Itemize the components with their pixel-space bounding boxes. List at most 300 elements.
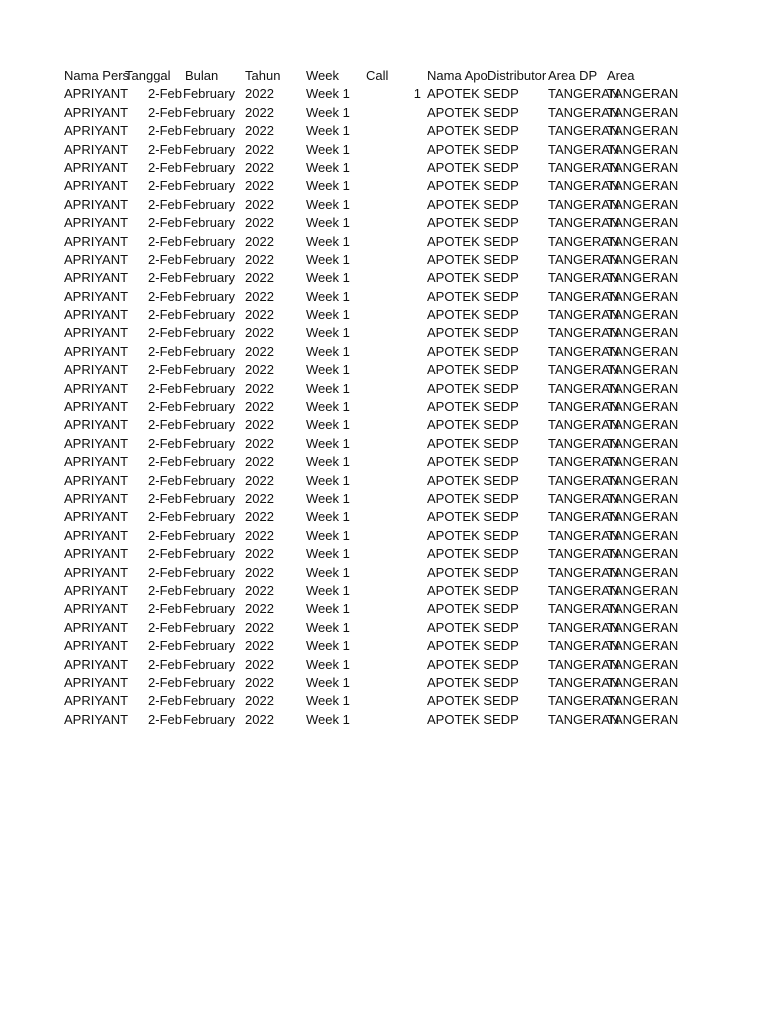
cell-tahun: 2022 [245,141,274,157]
table-row [0,104,768,122]
cell-bulan: February [183,178,236,194]
cell-bulan: February [183,454,236,470]
cell-week: Week 1 [306,104,350,120]
cell-area-dp: TANGERAN [548,251,620,267]
cell-call [366,361,421,379]
cell-tanggal: 2-Feb [148,638,182,654]
cell-nama-pers: APRIYANT [64,693,129,709]
cell-tanggal: 2-Feb [148,215,182,231]
cell-tahun: 2022 [245,435,274,451]
cell-distributor [487,288,548,306]
cell-distributor [487,196,548,214]
cell-call [366,527,421,545]
cell-area-dp: TANGERAN [548,141,620,157]
table-row [0,380,768,398]
cell-call [366,619,421,637]
cell-week: Week 1 [306,582,350,598]
cell-call: 1 [413,86,421,102]
cell-distributor [487,251,548,269]
cell-distributor [487,159,548,177]
cell-area-dp: TANGERAN [548,693,620,709]
cell-week: Week 1 [306,693,350,709]
cell-distributor [487,122,548,140]
cell-call [366,306,421,324]
cell-area: TANGERAN [607,435,679,451]
cell-tanggal: 2-Feb [148,546,182,562]
header-nama-pers: Nama Pers [64,68,130,83]
table-row [0,527,768,545]
cell-area: TANGERAN [607,527,679,543]
table-row [0,343,768,361]
cell-tanggal: 2-Feb [148,564,182,580]
cell-area: TANGERAN [607,343,679,359]
cell-nama-apotek: APOTEK SEDP [427,582,519,598]
cell-bulan: February [183,509,236,525]
cell-call [366,177,421,195]
header-row [0,67,768,85]
cell-bulan: February [183,564,236,580]
cell-nama-pers: APRIYANT [64,454,129,470]
cell-call [366,343,421,361]
cell-distributor [487,361,548,379]
cell-week: Week 1 [306,490,350,506]
cell-bulan: February [183,638,236,654]
cell-call [366,233,421,251]
cell-tahun: 2022 [245,343,274,359]
cell-area: TANGERAN [607,141,679,157]
cell-nama-pers: APRIYANT [64,619,129,635]
cell-area: TANGERAN [607,711,679,727]
cell-tanggal: 2-Feb [148,343,182,359]
cell-bulan: February [183,233,236,249]
cell-call [366,582,421,600]
cell-tahun: 2022 [245,711,274,727]
table-row [0,711,768,729]
cell-tanggal: 2-Feb [148,123,182,139]
cell-bulan: February [183,251,236,267]
cell-tahun: 2022 [245,674,274,690]
cell-nama-apotek: APOTEK SEDP [427,196,519,212]
cell-area-dp: TANGERAN [548,509,620,525]
table-row [0,324,768,342]
cell-nama-apotek: APOTEK SEDP [427,307,519,323]
cell-week: Week 1 [306,435,350,451]
cell-tanggal: 2-Feb [148,86,182,102]
cell-tanggal: 2-Feb [148,582,182,598]
cell-call [366,435,421,453]
table-row [0,453,768,471]
cell-area-dp: TANGERAN [548,711,620,727]
cell-distributor [487,692,548,710]
cell-area-dp: TANGERAN [548,638,620,654]
cell-bulan: February [183,362,236,378]
header-area: Area [607,68,635,83]
cell-week: Week 1 [306,380,350,396]
cell-week: Week 1 [306,159,350,175]
cell-nama-apotek: APOTEK SEDP [427,619,519,635]
cell-nama-pers: APRIYANT [64,362,129,378]
cell-nama-pers: APRIYANT [64,196,129,212]
cell-call [366,453,421,471]
cell-week: Week 1 [306,178,350,194]
cell-tahun: 2022 [245,454,274,470]
cell-week: Week 1 [306,638,350,654]
cell-tahun: 2022 [245,307,274,323]
cell-call [366,637,421,655]
cell-distributor [487,269,548,287]
cell-bulan: February [183,325,236,341]
cell-nama-pers: APRIYANT [64,123,129,139]
cell-nama-pers: APRIYANT [64,325,129,341]
cell-nama-pers: APRIYANT [64,711,129,727]
table-row [0,435,768,453]
cell-week: Week 1 [306,233,350,249]
cell-area-dp: TANGERAN [548,288,620,304]
cell-area: TANGERAN [607,288,679,304]
cell-week: Week 1 [306,509,350,525]
table-row [0,600,768,618]
cell-area-dp: TANGERAN [548,546,620,562]
cell-nama-apotek: APOTEK SEDP [427,546,519,562]
cell-tanggal: 2-Feb [148,509,182,525]
cell-area-dp: TANGERAN [548,472,620,488]
cell-bulan: February [183,693,236,709]
cell-nama-apotek: APOTEK SEDP [427,527,519,543]
cell-tahun: 2022 [245,693,274,709]
cell-bulan: February [183,215,236,231]
cell-nama-pers: APRIYANT [64,546,129,562]
cell-nama-pers: APRIYANT [64,490,129,506]
cell-area: TANGERAN [607,251,679,267]
cell-distributor [487,490,548,508]
cell-week: Week 1 [306,674,350,690]
cell-area-dp: TANGERAN [548,582,620,598]
cell-nama-apotek: APOTEK SEDP [427,270,519,286]
cell-area: TANGERAN [607,325,679,341]
table-row [0,233,768,251]
cell-tahun: 2022 [245,582,274,598]
cell-bulan: February [183,656,236,672]
cell-week: Week 1 [306,141,350,157]
cell-nama-pers: APRIYANT [64,178,129,194]
cell-area: TANGERAN [607,619,679,635]
cell-tanggal: 2-Feb [148,454,182,470]
cell-nama-apotek: APOTEK SEDP [427,564,519,580]
cell-nama-apotek: APOTEK SEDP [427,674,519,690]
cell-week: Week 1 [306,417,350,433]
cell-tanggal: 2-Feb [148,472,182,488]
header-bulan: Bulan [185,68,219,83]
cell-call [366,564,421,582]
cell-nama-apotek: APOTEK SEDP [427,399,519,415]
cell-bulan: February [183,711,236,727]
cell-tahun: 2022 [245,417,274,433]
header-nama-apotek: Nama Apo [427,68,488,83]
cell-tahun: 2022 [245,472,274,488]
cell-call [366,545,421,563]
cell-nama-apotek: APOTEK SEDP [427,362,519,378]
table-row [0,490,768,508]
cell-area: TANGERAN [607,399,679,415]
cell-bulan: February [183,619,236,635]
cell-area-dp: TANGERAN [548,564,620,580]
cell-tanggal: 2-Feb [148,527,182,543]
cell-distributor [487,324,548,342]
cell-week: Week 1 [306,86,350,102]
cell-nama-pers: APRIYANT [64,307,129,323]
cell-area: TANGERAN [607,215,679,231]
table-row [0,214,768,232]
cell-call [366,141,421,159]
cell-area: TANGERAN [607,582,679,598]
cell-nama-pers: APRIYANT [64,104,129,120]
cell-nama-apotek: APOTEK SEDP [427,380,519,396]
cell-bulan: February [183,674,236,690]
cell-week: Week 1 [306,362,350,378]
cell-nama-pers: APRIYANT [64,656,129,672]
cell-bulan: February [183,343,236,359]
cell-tahun: 2022 [245,380,274,396]
cell-nama-apotek: APOTEK SEDP [427,490,519,506]
cell-week: Week 1 [306,527,350,543]
cell-tahun: 2022 [245,399,274,415]
cell-area: TANGERAN [607,472,679,488]
cell-call [366,288,421,306]
cell-nama-pers: APRIYANT [64,215,129,231]
cell-bulan: February [183,582,236,598]
cell-call [366,490,421,508]
cell-nama-apotek: APOTEK SEDP [427,233,519,249]
cell-nama-pers: APRIYANT [64,601,129,617]
cell-call [366,380,421,398]
cell-area: TANGERAN [607,159,679,175]
table-row [0,582,768,600]
cell-tahun: 2022 [245,178,274,194]
cell-call [366,269,421,287]
cell-nama-apotek: APOTEK SEDP [427,215,519,231]
cell-tanggal: 2-Feb [148,601,182,617]
cell-tanggal: 2-Feb [148,141,182,157]
cell-nama-apotek: APOTEK SEDP [427,325,519,341]
cell-bulan: February [183,141,236,157]
cell-distributor [487,214,548,232]
cell-area-dp: TANGERAN [548,159,620,175]
cell-bulan: February [183,546,236,562]
cell-tahun: 2022 [245,104,274,120]
cell-tahun: 2022 [245,270,274,286]
cell-nama-apotek: APOTEK SEDP [427,472,519,488]
cell-nama-apotek: APOTEK SEDP [427,435,519,451]
cell-call [366,196,421,214]
cell-tanggal: 2-Feb [148,270,182,286]
cell-area: TANGERAN [607,86,679,102]
cell-area-dp: TANGERAN [548,270,620,286]
table-row [0,361,768,379]
cell-nama-pers: APRIYANT [64,638,129,654]
cell-area: TANGERAN [607,490,679,506]
cell-distributor [487,416,548,434]
cell-tahun: 2022 [245,546,274,562]
cell-week: Week 1 [306,454,350,470]
table-row [0,177,768,195]
table-row [0,306,768,324]
cell-tanggal: 2-Feb [148,619,182,635]
cell-distributor [487,674,548,692]
cell-nama-pers: APRIYANT [64,159,129,175]
cell-tahun: 2022 [245,86,274,102]
cell-call [366,711,421,729]
cell-week: Week 1 [306,307,350,323]
cell-nama-pers: APRIYANT [64,564,129,580]
cell-area: TANGERAN [607,362,679,378]
cell-bulan: February [183,123,236,139]
cell-tanggal: 2-Feb [148,656,182,672]
cell-area: TANGERAN [607,123,679,139]
cell-tanggal: 2-Feb [148,380,182,396]
cell-week: Week 1 [306,472,350,488]
cell-area-dp: TANGERAN [548,343,620,359]
cell-area: TANGERAN [607,454,679,470]
cell-week: Week 1 [306,601,350,617]
cell-nama-pers: APRIYANT [64,674,129,690]
cell-area-dp: TANGERAN [548,656,620,672]
cell-nama-pers: APRIYANT [64,343,129,359]
cell-area-dp: TANGERAN [548,178,620,194]
header-call: Call [366,68,389,83]
cell-distributor [487,233,548,251]
table-row [0,251,768,269]
cell-distributor [487,527,548,545]
cell-call [366,398,421,416]
cell-bulan: February [183,288,236,304]
cell-area-dp: TANGERAN [548,104,620,120]
cell-distributor [487,619,548,637]
table-row [0,619,768,637]
cell-nama-pers: APRIYANT [64,509,129,525]
cell-bulan: February [183,472,236,488]
cell-nama-pers: APRIYANT [64,472,129,488]
cell-call [366,656,421,674]
cell-tahun: 2022 [245,233,274,249]
table-row [0,141,768,159]
header-area-dp: Area DP [548,68,598,83]
cell-nama-apotek: APOTEK SEDP [427,86,519,102]
cell-nama-apotek: APOTEK SEDP [427,693,519,709]
cell-area: TANGERAN [607,196,679,212]
cell-area-dp: TANGERAN [548,307,620,323]
cell-call [366,122,421,140]
cell-area-dp: TANGERAN [548,233,620,249]
cell-nama-apotek: APOTEK SEDP [427,509,519,525]
cell-area-dp: TANGERAN [548,674,620,690]
cell-tanggal: 2-Feb [148,674,182,690]
cell-distributor [487,656,548,674]
cell-nama-pers: APRIYANT [64,141,129,157]
cell-tahun: 2022 [245,509,274,525]
table-row [0,416,768,434]
cell-nama-apotek: APOTEK SEDP [427,178,519,194]
cell-distributor [487,141,548,159]
table-row [0,85,768,103]
cell-area: TANGERAN [607,233,679,249]
cell-nama-apotek: APOTEK SEDP [427,638,519,654]
cell-nama-apotek: APOTEK SEDP [427,104,519,120]
cell-nama-pers: APRIYANT [64,380,129,396]
cell-week: Week 1 [306,196,350,212]
cell-distributor [487,472,548,490]
cell-area: TANGERAN [607,270,679,286]
cell-area: TANGERAN [607,307,679,323]
header-distributor: Distributor [487,68,547,83]
cell-tahun: 2022 [245,362,274,378]
cell-tanggal: 2-Feb [148,307,182,323]
cell-nama-apotek: APOTEK SEDP [427,159,519,175]
table-row [0,637,768,655]
cell-nama-pers: APRIYANT [64,86,129,102]
cell-area-dp: TANGERAN [548,215,620,231]
cell-week: Week 1 [306,215,350,231]
cell-nama-pers: APRIYANT [64,288,129,304]
cell-area: TANGERAN [607,601,679,617]
cell-area: TANGERAN [607,380,679,396]
cell-bulan: February [183,86,236,102]
cell-tanggal: 2-Feb [148,693,182,709]
cell-distributor [487,600,548,618]
cell-area-dp: TANGERAN [548,399,620,415]
cell-area-dp: TANGERAN [548,454,620,470]
cell-nama-apotek: APOTEK SEDP [427,656,519,672]
cell-area-dp: TANGERAN [548,123,620,139]
cell-call [366,214,421,232]
cell-area-dp: TANGERAN [548,435,620,451]
cell-area: TANGERAN [607,564,679,580]
table-row [0,545,768,563]
cell-tanggal: 2-Feb [148,417,182,433]
cell-week: Week 1 [306,325,350,341]
cell-distributor [487,453,548,471]
cell-week: Week 1 [306,251,350,267]
cell-week: Week 1 [306,619,350,635]
cell-week: Week 1 [306,288,350,304]
cell-distributor [487,435,548,453]
cell-tahun: 2022 [245,196,274,212]
table-row [0,656,768,674]
cell-tanggal: 2-Feb [148,159,182,175]
cell-distributor [487,711,548,729]
cell-week: Week 1 [306,343,350,359]
spreadsheet-page [0,67,768,729]
cell-call [366,104,421,122]
cell-nama-pers: APRIYANT [64,251,129,267]
cell-tahun: 2022 [245,490,274,506]
cell-nama-pers: APRIYANT [64,435,129,451]
cell-nama-pers: APRIYANT [64,417,129,433]
cell-nama-apotek: APOTEK SEDP [427,417,519,433]
cell-bulan: February [183,159,236,175]
cell-area: TANGERAN [607,638,679,654]
cell-tanggal: 2-Feb [148,435,182,451]
cell-week: Week 1 [306,711,350,727]
cell-tahun: 2022 [245,564,274,580]
cell-area-dp: TANGERAN [548,196,620,212]
cell-bulan: February [183,399,236,415]
cell-distributor [487,398,548,416]
header-tahun: Tahun [245,68,281,83]
table-row [0,269,768,287]
cell-tanggal: 2-Feb [148,362,182,378]
table-row [0,508,768,526]
cell-tanggal: 2-Feb [148,711,182,727]
